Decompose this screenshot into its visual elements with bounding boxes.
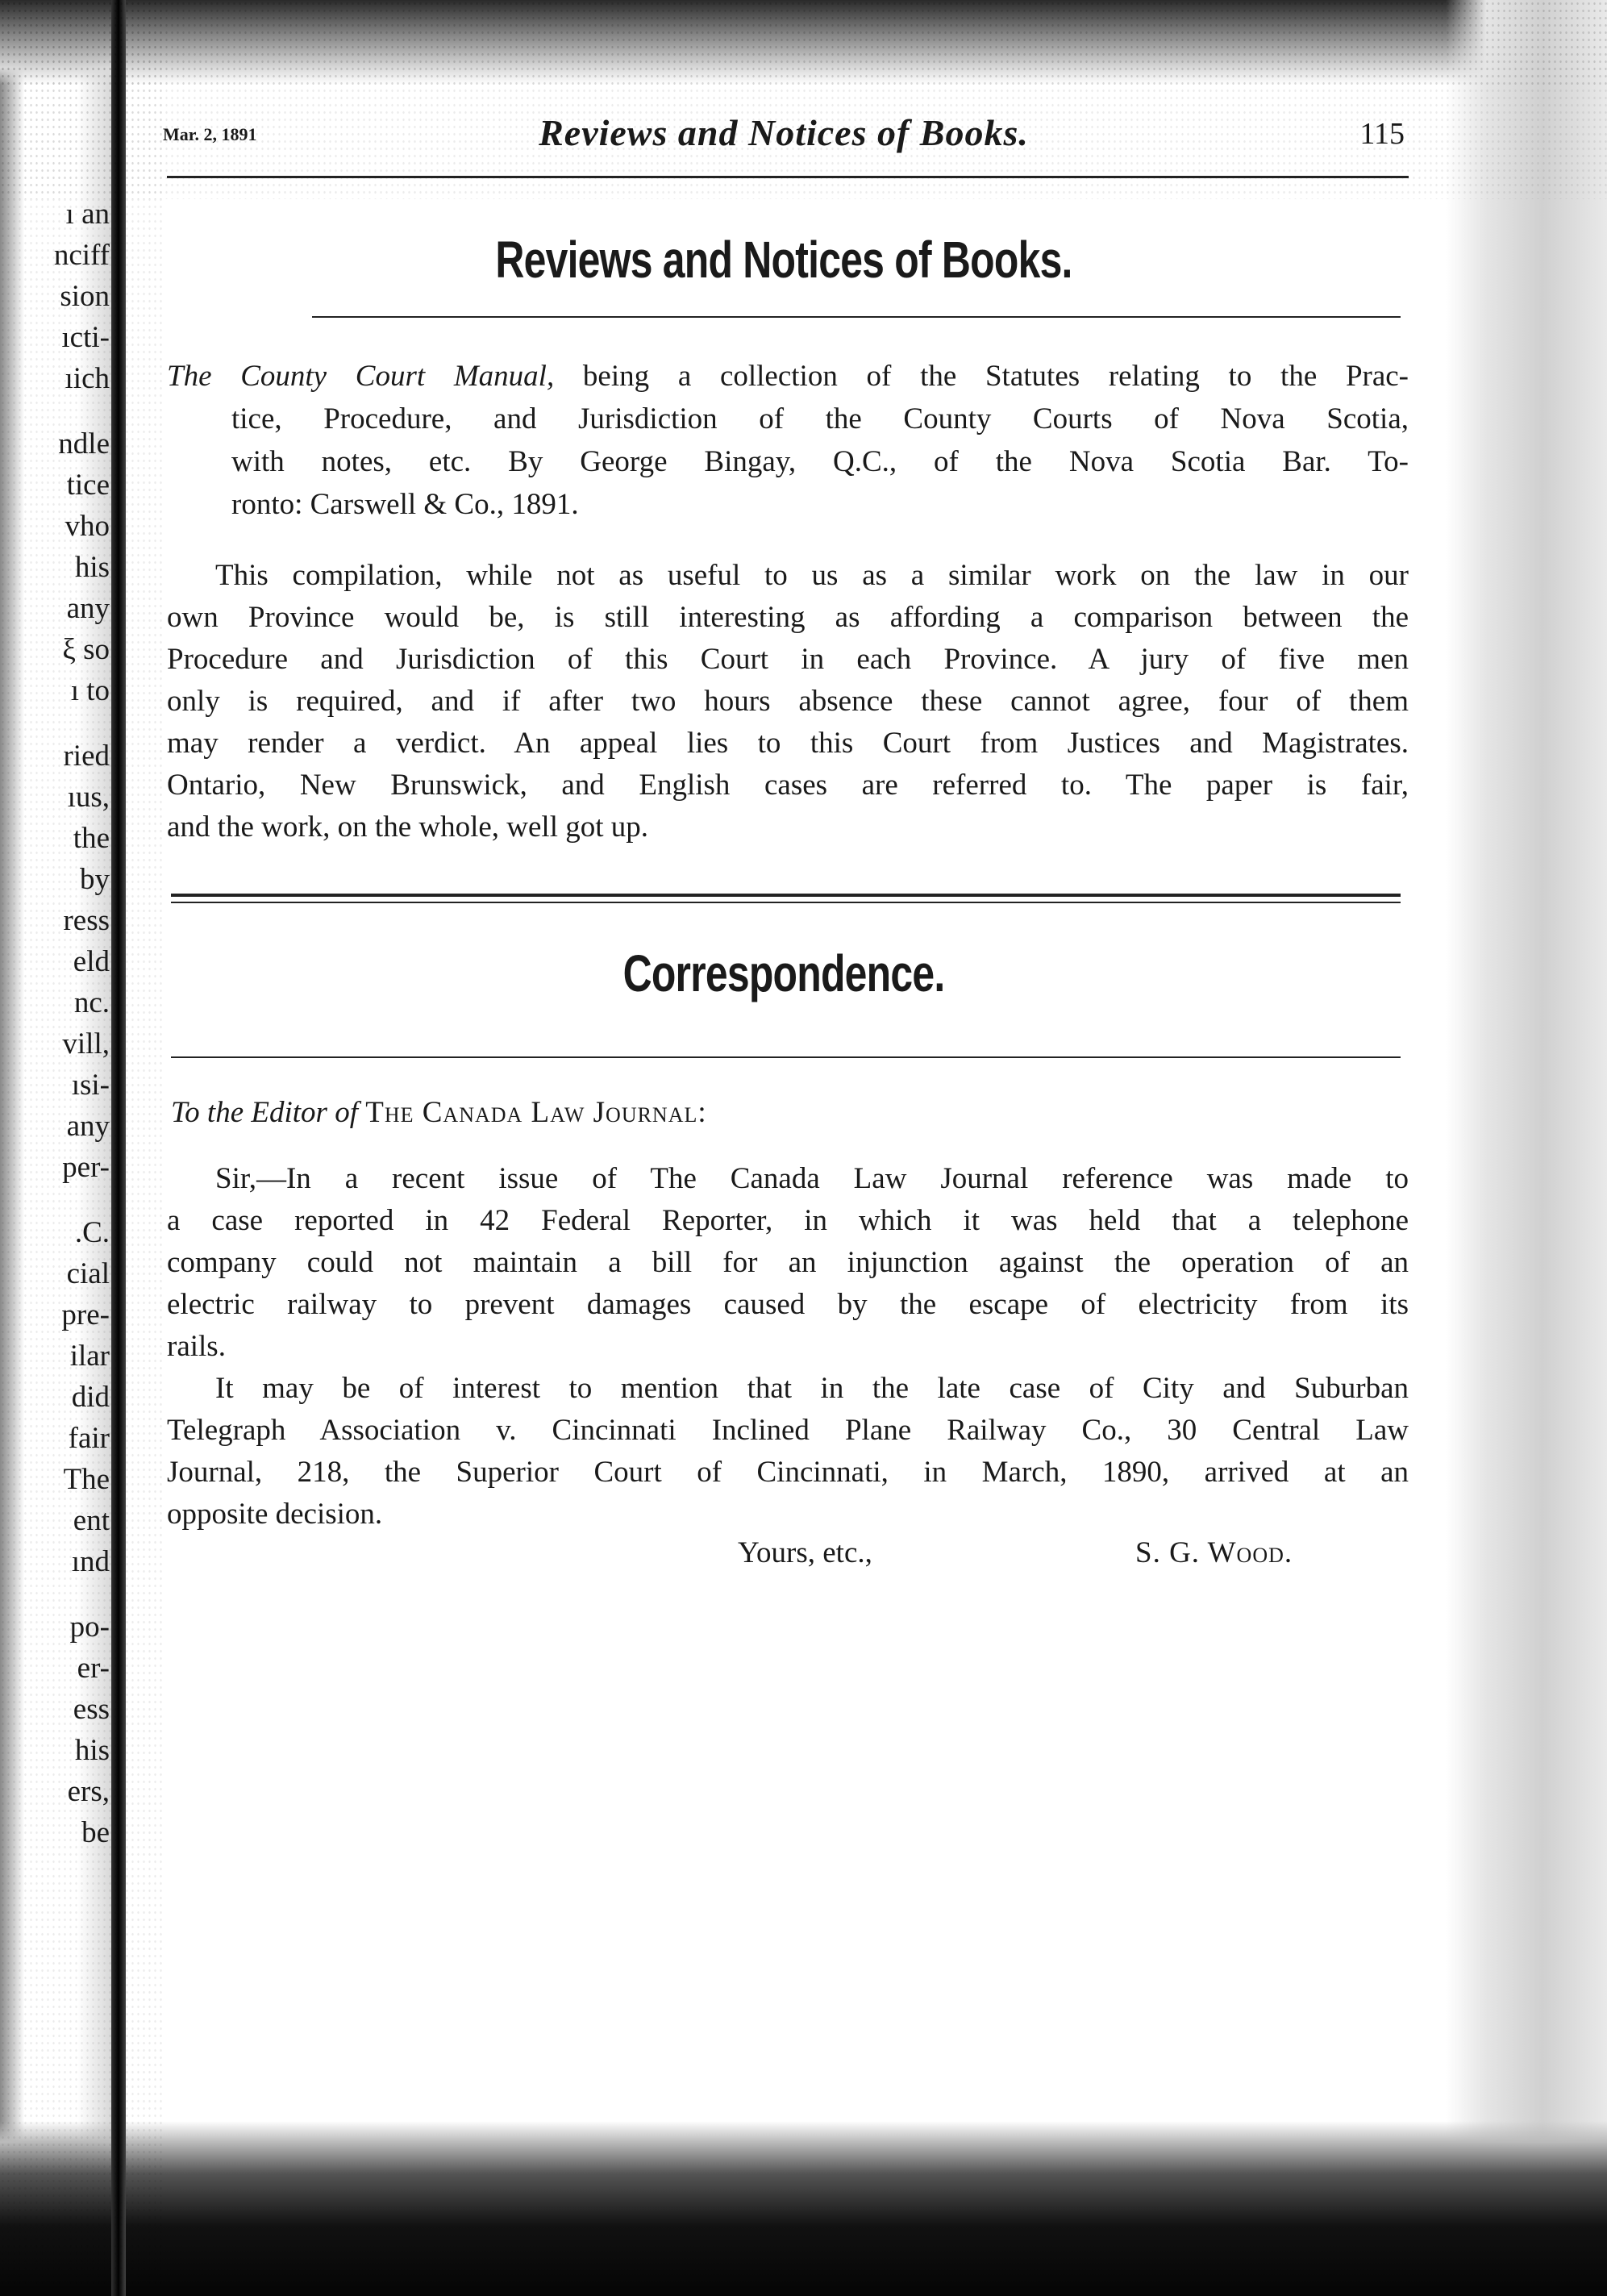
letter-line: rails. xyxy=(167,1330,226,1363)
review-line: Procedure and Jurisdiction of this Court in each Province. A jury of five men xyxy=(167,643,1409,676)
review-line: may render a verdict. An appeal lies to this Court from Justices and Magistrates. xyxy=(167,727,1409,760)
review-line: only is required, and if after two hours absence these cannot agree, four of them xyxy=(167,685,1409,718)
facing-page-fragment: ısi- xyxy=(71,1069,110,1102)
citation-line: ronto: Carswell & Co., 1891. xyxy=(231,488,579,521)
facing-page-fragment: ınd xyxy=(71,1545,110,1578)
salutation-prefix: To the Editor of xyxy=(171,1096,358,1129)
letter-line: opposite decision. xyxy=(167,1498,383,1531)
facing-page-fragment: ers, xyxy=(67,1775,110,1808)
facing-page-fragment: his xyxy=(74,551,110,584)
letter-paragraph-2 xyxy=(167,1368,1409,1536)
facing-page-fragment: sion xyxy=(60,280,110,313)
facing-page-fragment: The xyxy=(63,1463,110,1496)
header-date: Mar. 2, 1891 xyxy=(163,124,257,144)
section-divider-thin xyxy=(171,902,1401,903)
facing-page-fragment: the xyxy=(73,822,110,855)
review-line: and the work, on the whole, well got up. xyxy=(167,810,649,844)
page-number: 115 xyxy=(1359,117,1405,151)
section-rule-correspondence xyxy=(171,1056,1401,1058)
review-paragraph xyxy=(167,555,1409,848)
citation-line: The County Court Manual, being a collection of the Statutes relating to the Prac- xyxy=(167,360,1409,393)
facing-page-fragment: by xyxy=(80,863,110,896)
facing-page-fragment: eld xyxy=(73,945,110,978)
facing-page-fragment: vill, xyxy=(62,1027,110,1060)
section-rule-reviews xyxy=(312,316,1401,318)
scan-bottom-edge xyxy=(0,2121,1607,2296)
running-header xyxy=(163,111,1405,160)
letter-line: company could not maintain a bill for an injunction against the operation of an xyxy=(167,1246,1409,1279)
facing-page-text-fragments xyxy=(0,194,110,1853)
facing-page-fragment: .C. xyxy=(74,1216,110,1249)
facing-page-fragment: fair xyxy=(68,1422,110,1455)
facing-page-fragment: ried xyxy=(63,740,110,773)
facing-page-fragment: cial xyxy=(66,1257,110,1290)
letter-closing: Yours, etc., xyxy=(738,1536,872,1569)
facing-page-fragment: ıcti- xyxy=(61,321,110,354)
journal-name: The Canada Law Journal: xyxy=(365,1096,707,1129)
facing-page-fragment: po- xyxy=(69,1611,110,1644)
facing-page-fragment: nc. xyxy=(73,986,110,1019)
facing-page-fragment: be xyxy=(81,1816,110,1849)
header-rule xyxy=(167,176,1409,178)
facing-page-fragment: pre- xyxy=(61,1298,110,1331)
facing-page-fragment: vho xyxy=(65,510,110,543)
facing-page-fragment: ress xyxy=(63,904,110,937)
letter-line: a case reported in 42 Federal Reporter, in which it was held that a telephone xyxy=(167,1204,1409,1237)
letter-line: Journal, 218, the Superior Court of Cincinnati, in March, 1890, arrived at an xyxy=(167,1456,1409,1489)
facing-page-fragment: ı an xyxy=(65,198,110,231)
facing-page-fragment: his xyxy=(74,1734,110,1767)
letter-salutation xyxy=(171,1095,707,1130)
facing-page-fragment xyxy=(0,711,110,735)
facing-page-fragment: nciff xyxy=(53,239,110,272)
facing-page-fragment: ilar xyxy=(69,1340,110,1373)
letter-line: It may be of interest to mention that in the late case of City and Suburban xyxy=(215,1372,1409,1405)
book-gutter xyxy=(111,0,126,2296)
section-divider-thick xyxy=(171,894,1401,897)
book-citation xyxy=(167,355,1409,526)
facing-page-fragment xyxy=(0,399,110,423)
facing-page-fragment: any xyxy=(66,1110,110,1143)
section-heading-reviews: Reviews and Notices of Books. xyxy=(495,231,1072,289)
letter-paragraph-1 xyxy=(167,1158,1409,1368)
letter-line: Telegraph Association v. Cincinnati Inclined Plane Railway Co., 30 Central Law xyxy=(167,1414,1409,1447)
facing-page-fragment: ndle xyxy=(58,427,110,460)
section-heading-correspondence: Correspondence. xyxy=(622,944,945,1002)
book-title: The County Court Manual, xyxy=(167,360,555,393)
header-title: Reviews and Notices of Books. xyxy=(539,112,1029,153)
letter-line: electric railway to prevent damages caused by the escape of electricity from its xyxy=(167,1288,1409,1321)
letter-signature: S. G. Wood. xyxy=(1135,1536,1293,1569)
facing-page-fragment: ıus, xyxy=(67,781,110,814)
facing-page-fragment: ıich xyxy=(65,362,110,395)
scan-right-edge xyxy=(1446,0,1607,2296)
citation-line: tice, Procedure, and Jurisdiction of the County Courts of Nova Scotia, xyxy=(231,402,1409,435)
citation-line: with notes, etc. By George Bingay, Q.C., of the Nova Scotia Bar. To- xyxy=(231,445,1409,478)
letter-line: Sir,—In a recent issue of The Canada Law Journal reference was made to xyxy=(215,1162,1409,1195)
review-line: This compilation, while not as useful to us as a similar work on the law in our xyxy=(215,559,1409,592)
facing-page-fragment: ξ so xyxy=(62,633,110,666)
review-line: own Province would be, is still interesting as affording a comparison between the xyxy=(167,601,1409,634)
facing-page-fragment xyxy=(0,1582,110,1606)
facing-page-fragment: ı to xyxy=(70,674,110,707)
review-line: Ontario, New Brunswick, and English cases are referred to. The paper is fair, xyxy=(167,769,1409,802)
facing-page-fragment: any xyxy=(66,592,110,625)
facing-page-fragment: ent xyxy=(73,1504,110,1537)
facing-page-fragment: did xyxy=(71,1381,110,1414)
facing-page-fragment: ess xyxy=(73,1693,110,1726)
facing-page-fragment: er- xyxy=(77,1652,110,1685)
facing-page-fragment: per- xyxy=(62,1151,110,1184)
facing-page-fragment: tice xyxy=(66,469,110,502)
facing-page-fragment xyxy=(0,1188,110,1212)
scan-top-edge xyxy=(0,0,1607,85)
